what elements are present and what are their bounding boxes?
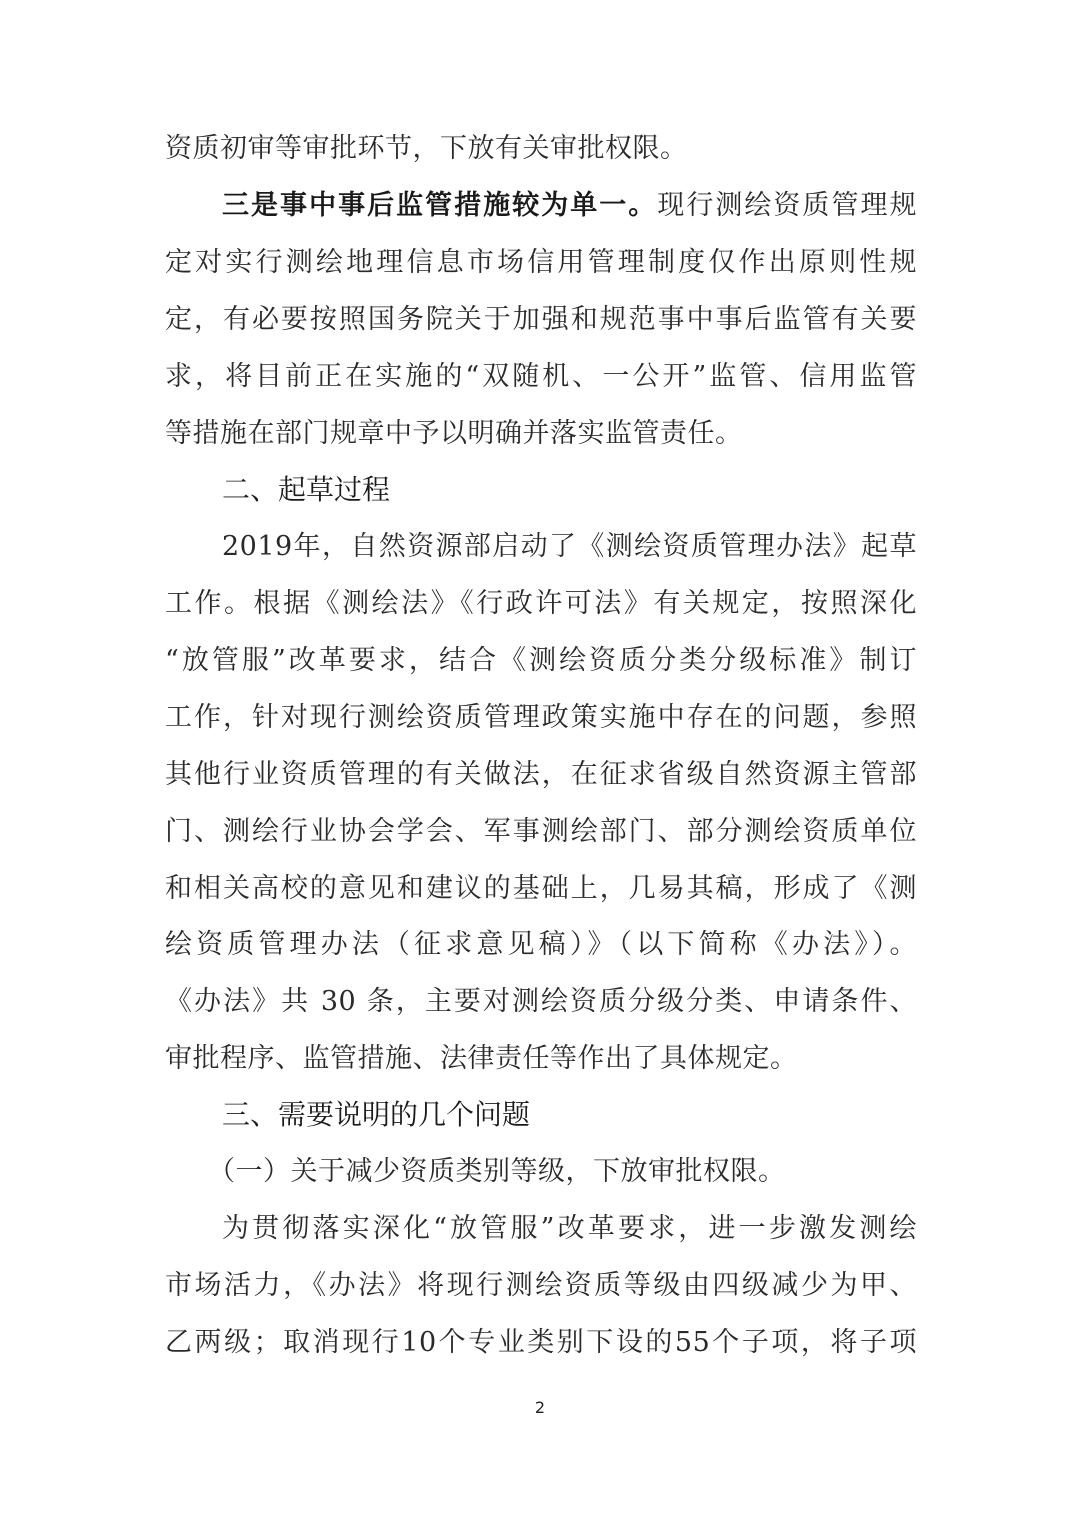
paragraph-line: 定对实行测绘地理信息市场信用管理制度仅作出原则性规 [165,247,917,278]
subsection-heading: （一）关于减少资质类别等级，下放审批权限。 [208,1156,786,1187]
paragraph-line: 为贯彻落实深化“放管服”改革要求，进一步激发测绘 [222,1213,917,1244]
section-heading: 二、起草过程 [222,473,391,506]
paragraph-line: 等措施在部门规章中予以明确并落实监管责任。 [165,418,743,449]
paragraph-line: 资质初审等审批环节，下放有关审批权限。 [165,133,688,164]
paragraph-line: 门、测绘行业协会学会、军事测绘部门、部分测绘资质单位 [165,816,917,847]
paragraph-line: 《办法》共 30 条，主要对测绘资质分级分类、申请条件、 [165,986,917,1017]
section-heading: 三、需要说明的几个问题 [222,1098,531,1131]
paragraph-line: 审批程序、监管措施、法律责任等作出了具体规定。 [165,1043,798,1074]
paragraph-line: 2019年，自然资源部启动了《测绘资质管理办法》起草 [222,531,917,562]
paragraph-line [222,188,917,224]
paragraph-line: 乙两级；取消现行10个专业类别下设的55个子项，将子项 [165,1327,917,1358]
page-number: 2 [534,1398,546,1417]
paragraph-line: 和相关高校的意见和建议的基础上，几易其稿，形成了《测 [165,873,917,904]
paragraph-line: 工作。根据《测绘法》《行政许可法》有关规定，按照深化 [165,588,917,619]
paragraph-line: 绘资质管理办法（征求意见稿）》（以下简称《办法》）。 [165,929,917,960]
paragraph-line: “放管服”改革要求，结合《测绘资质分类分级标准》制订 [165,645,917,676]
paragraph-line: 定，有必要按照国务院关于加强和规范事中事后监管有关要 [165,304,917,335]
paragraph-line: 工作，针对现行测绘资质管理政策实施中存在的问题，参照 [165,702,917,733]
paragraph-text: 现行测绘资质管理规 [657,190,918,221]
paragraph-line: 市场活力，《办法》将现行测绘资质等级由四级减少为甲、 [165,1270,917,1301]
paragraph-line: 其他行业资质管理的有关做法，在征求省级自然资源主管部 [165,759,917,790]
paragraph-line: 求，将目前正在实施的“双随机、一公开”监管、信用监管 [165,361,917,392]
bold-lead-text: 三是事中事后监管措施较为单一。 [222,190,658,221]
